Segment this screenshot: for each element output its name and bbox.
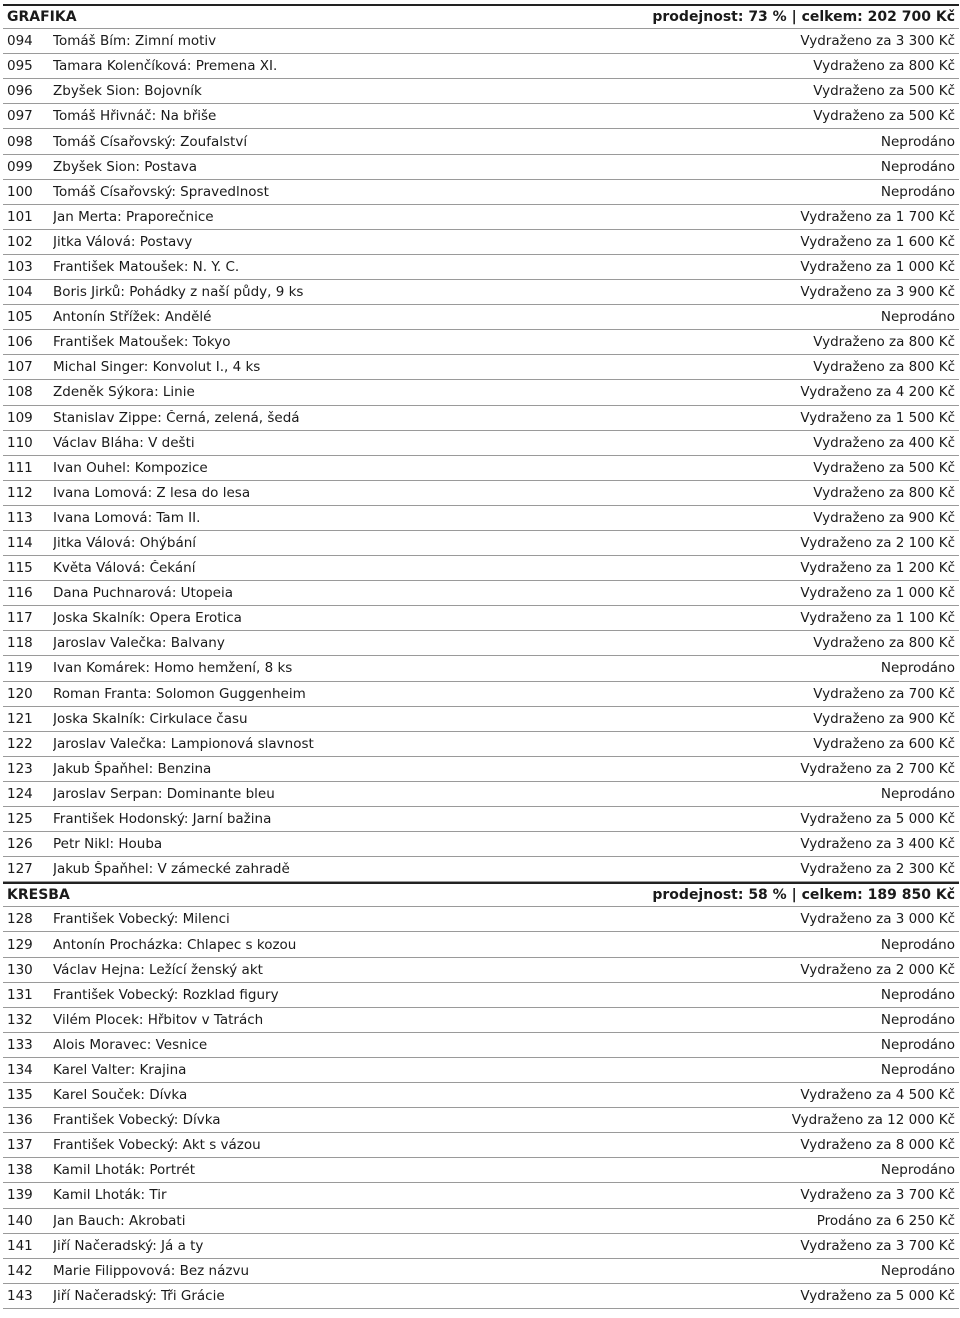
lot-number: 140 [7,1212,33,1229]
sale-status: Neprodáno [880,183,955,200]
artwork-title: Petr Nikl: Houba [53,836,163,853]
lot-number: 143 [7,1287,33,1304]
sale-status: Prodáno za 6 250 Kč [816,1212,955,1229]
sale-status: Vydraženo za 4 200 Kč [800,384,955,401]
sale-status: Vydraženo za 500 Kč [813,83,955,100]
artwork-title: Jan Merta: Praporečnice [53,208,214,225]
artwork-title: Jaroslav Serpan: Dominante bleu [53,785,275,802]
lot-number: 135 [7,1087,33,1104]
lot-number: 133 [7,1036,33,1053]
artwork-title: Václav Hejna: Ležící ženský akt [53,961,263,978]
lot-number: 111 [7,459,33,476]
sale-status: Vydraženo za 500 Kč [813,108,955,125]
lot-number: 109 [7,409,33,426]
artwork-title: Tomáš Bím: Zimní motiv [53,33,217,50]
lot-number: 106 [7,334,33,351]
lot-number: 125 [7,811,33,828]
sale-status: Vydraženo za 600 Kč [813,735,955,752]
table-row [3,255,959,280]
lot-number: 118 [7,635,33,652]
lot-number: 104 [7,284,33,301]
lot-number: 095 [7,58,33,75]
sale-status: Vydraženo za 800 Kč [813,635,955,652]
table-row [3,456,959,481]
table-row [3,958,959,983]
artwork-title: Jaroslav Valečka: Lampionová slavnost [53,735,314,752]
table-row [3,782,959,807]
table-row [3,1058,959,1083]
sale-status: Vydraženo za 3 900 Kč [800,284,955,301]
sale-status: Vydraženo za 900 Kč [813,509,955,526]
artwork-title: Michal Singer: Konvolut I., 4 ks [53,359,261,376]
table-row [3,1209,959,1234]
lot-number: 108 [7,384,33,401]
table-row [3,983,959,1008]
sale-status: Neprodáno [880,1262,955,1279]
lot-number: 099 [7,158,33,175]
lot-number: 098 [7,133,33,150]
table-row [3,230,959,255]
sale-status: Vydraženo za 1 600 Kč [800,233,955,250]
table-row [3,531,959,556]
table-row [3,656,959,681]
lot-number: 113 [7,509,33,526]
artwork-title: Zbyšek Sion: Postava [53,158,198,175]
artwork-title: František Matoušek: Tokyo [53,334,231,351]
table-row [3,631,959,656]
table-row [3,556,959,581]
lot-number: 141 [7,1237,33,1254]
table-row [3,180,959,205]
table-row [3,606,959,631]
sale-status: Vydraženo za 400 Kč [813,434,955,451]
table-row [3,1183,959,1208]
table-row [3,1234,959,1259]
table-row [3,1033,959,1058]
sale-status: Vydraženo za 700 Kč [813,685,955,702]
lot-number: 129 [7,936,33,953]
lot-number: 130 [7,961,33,978]
artwork-title: Jakub Špaňhel: Benzina [53,760,212,777]
table-row [3,54,959,79]
artwork-title: Jitka Válová: Ohýbání [53,535,197,552]
sale-status: Vydraženo za 1 200 Kč [800,560,955,577]
artwork-title: Karel Souček: Dívka [53,1087,188,1104]
sale-status: Vydraženo za 1 700 Kč [800,208,955,225]
table-row [3,857,959,882]
artwork-title: Joska Skalník: Cirkulace času [53,710,248,727]
lot-number: 096 [7,83,33,100]
section-name: KRESBA [7,887,70,904]
artwork-title: Jiří Načeradský: Já a ty [53,1237,204,1254]
sale-status: Neprodáno [880,1061,955,1078]
table-row [3,932,959,957]
artwork-title: Tamara Kolenčíková: Premena XI. [53,58,278,75]
sale-status: Vydraženo za 12 000 Kč [791,1112,955,1129]
artwork-title: František Vobecký: Dívka [53,1112,221,1129]
lot-number: 120 [7,685,33,702]
table-row [3,280,959,305]
lot-number: 105 [7,309,33,326]
sale-status: Vydraženo za 2 000 Kč [800,961,955,978]
sale-status: Vydraženo za 800 Kč [813,334,955,351]
lot-number: 124 [7,785,33,802]
section-stats: prodejnost: 58 % | celkem: 189 850 Kč [652,887,955,904]
artwork-title: Kamil Lhoták: Tir [53,1187,167,1204]
artwork-title: Tomáš Hřivnáč: Na břiše [53,108,217,125]
lot-number: 116 [7,585,33,602]
table-row [3,355,959,380]
lot-number: 121 [7,710,33,727]
table-row [3,155,959,180]
table-row [3,104,959,129]
lot-number: 139 [7,1187,33,1204]
section-header-kresba [3,882,959,907]
lot-number: 100 [7,183,33,200]
table-row [3,481,959,506]
sale-status: Vydraženo za 1 000 Kč [800,585,955,602]
artwork-title: František Hodonský: Jarní bažina [53,811,272,828]
table-row [3,305,959,330]
artwork-title: Ivana Lomová: Z lesa do lesa [53,484,251,501]
sale-status: Vydraženo za 800 Kč [813,484,955,501]
lot-number: 097 [7,108,33,125]
lot-number: 119 [7,660,33,677]
lot-number: 123 [7,760,33,777]
table-row [3,79,959,104]
lot-number: 132 [7,1011,33,1028]
table-row [3,832,959,857]
sale-status: Vydraženo za 1 500 Kč [800,409,955,426]
artwork-title: František Vobecký: Milenci [53,911,230,928]
table-row [3,757,959,782]
sale-status: Neprodáno [880,158,955,175]
artwork-title: Alois Moravec: Vesnice [53,1036,208,1053]
table-row [3,807,959,832]
artwork-title: Joska Skalník: Opera Erotica [53,610,242,627]
artwork-title: Jitka Válová: Postavy [53,233,193,250]
sale-status: Vydraženo za 3 000 Kč [800,911,955,928]
lot-number: 137 [7,1137,33,1154]
sale-status: Vydraženo za 3 400 Kč [800,836,955,853]
artwork-title: Marie Filippovová: Bez názvu [53,1262,250,1279]
sale-status: Neprodáno [880,785,955,802]
artwork-title: Jiří Načeradský: Tři Grácie [53,1287,225,1304]
lot-number: 107 [7,359,33,376]
artwork-title: Ivana Lomová: Tam II. [53,509,201,526]
sale-status: Neprodáno [880,1162,955,1179]
lot-number: 114 [7,535,33,552]
lot-number: 136 [7,1112,33,1129]
sale-status: Neprodáno [880,309,955,326]
sale-status: Vydraženo za 3 300 Kč [800,33,955,50]
sale-status: Vydraženo za 2 100 Kč [800,535,955,552]
table-row [3,380,959,405]
lot-number: 103 [7,258,33,275]
sale-status: Vydraženo za 500 Kč [813,459,955,476]
artwork-title: Roman Franta: Solomon Guggenheim [53,685,306,702]
artwork-title: Květa Válová: Čekání [53,560,196,577]
sale-status: Vydraženo za 2 700 Kč [800,760,955,777]
artwork-title: Zdeněk Sýkora: Linie [53,384,195,401]
lot-number: 102 [7,233,33,250]
lot-number: 101 [7,208,33,225]
lot-number: 117 [7,610,33,627]
sale-status: Vydraženo za 1 100 Kč [800,610,955,627]
lot-number: 094 [7,33,33,50]
lot-number: 122 [7,735,33,752]
lot-number: 110 [7,434,33,451]
sale-status: Vydraženo za 3 700 Kč [800,1187,955,1204]
artwork-title: Jakub Špaňhel: V zámecké zahradě [53,861,290,878]
sale-status: Vydraženo za 900 Kč [813,710,955,727]
lot-number: 138 [7,1162,33,1179]
artwork-title: Jan Bauch: Akrobati [53,1212,186,1229]
artwork-title: Tomáš Císařovský: Zoufalství [53,133,248,150]
section-name: GRAFIKA [7,9,77,26]
table-row [3,732,959,757]
table-row [3,1284,959,1309]
artwork-title: Tomáš Císařovský: Spravedlnost [53,183,269,200]
artwork-title: Karel Valter: Krajina [53,1061,187,1078]
table-row [3,1158,959,1183]
lot-number: 142 [7,1262,33,1279]
sale-status: Vydraženo za 800 Kč [813,359,955,376]
artwork-title: František Vobecký: Akt s vázou [53,1137,261,1154]
artwork-title: František Vobecký: Rozklad figury [53,986,279,1003]
artwork-title: Ivan Ouhel: Kompozice [53,459,208,476]
artwork-title: Dana Puchnarová: Utopeia [53,585,234,602]
artwork-title: František Matoušek: N. Y. C. [53,258,240,275]
artwork-title: Kamil Lhoták: Portrét [53,1162,196,1179]
table-row [3,205,959,230]
sale-status: Vydraženo za 5 000 Kč [800,1287,955,1304]
sale-status: Neprodáno [880,986,955,1003]
table-row [3,129,959,154]
sale-status: Vydraženo za 2 300 Kč [800,861,955,878]
sale-status: Vydraženo za 4 500 Kč [800,1087,955,1104]
table-row [3,682,959,707]
lot-number: 134 [7,1061,33,1078]
table-row [3,406,959,431]
table-row [3,907,959,932]
artwork-title: Boris Jirků: Pohádky z naší půdy, 9 ks [53,284,304,301]
sale-status: Vydraženo za 5 000 Kč [800,811,955,828]
auction-results-table [3,4,959,1309]
table-row [3,1008,959,1033]
table-row [3,1259,959,1284]
lot-number: 112 [7,484,33,501]
section-header-grafika [3,4,959,29]
lot-number: 128 [7,911,33,928]
table-row [3,581,959,606]
sale-status: Vydraženo za 3 700 Kč [800,1237,955,1254]
artwork-title: Vilém Plocek: Hřbitov v Tatrách [53,1011,264,1028]
section-stats: prodejnost: 73 % | celkem: 202 700 Kč [652,9,955,26]
sale-status: Neprodáno [880,936,955,953]
artwork-title: Antonín Procházka: Chlapec s kozou [53,936,297,953]
lot-number: 131 [7,986,33,1003]
table-row [3,1083,959,1108]
sale-status: Neprodáno [880,1011,955,1028]
sale-status: Neprodáno [880,1036,955,1053]
lot-number: 115 [7,560,33,577]
artwork-title: Václav Bláha: V dešti [53,434,195,451]
sale-status: Vydraženo za 1 000 Kč [800,258,955,275]
artwork-title: Ivan Komárek: Homo hemžení, 8 ks [53,660,293,677]
sale-status: Neprodáno [880,660,955,677]
artwork-title: Jaroslav Valečka: Balvany [53,635,225,652]
artwork-title: Zbyšek Sion: Bojovník [53,83,202,100]
table-row [3,707,959,732]
lot-number: 126 [7,836,33,853]
artwork-title: Stanislav Zippe: Černá, zelená, šedá [53,409,300,426]
artwork-title: Antonín Střížek: Andělé [53,309,212,326]
lot-number: 127 [7,861,33,878]
sale-status: Vydraženo za 8 000 Kč [800,1137,955,1154]
table-row [3,1133,959,1158]
table-row [3,431,959,456]
table-row [3,506,959,531]
table-row [3,1108,959,1133]
sale-status: Vydraženo za 800 Kč [813,58,955,75]
table-row [3,330,959,355]
sale-status: Neprodáno [880,133,955,150]
table-row [3,29,959,54]
